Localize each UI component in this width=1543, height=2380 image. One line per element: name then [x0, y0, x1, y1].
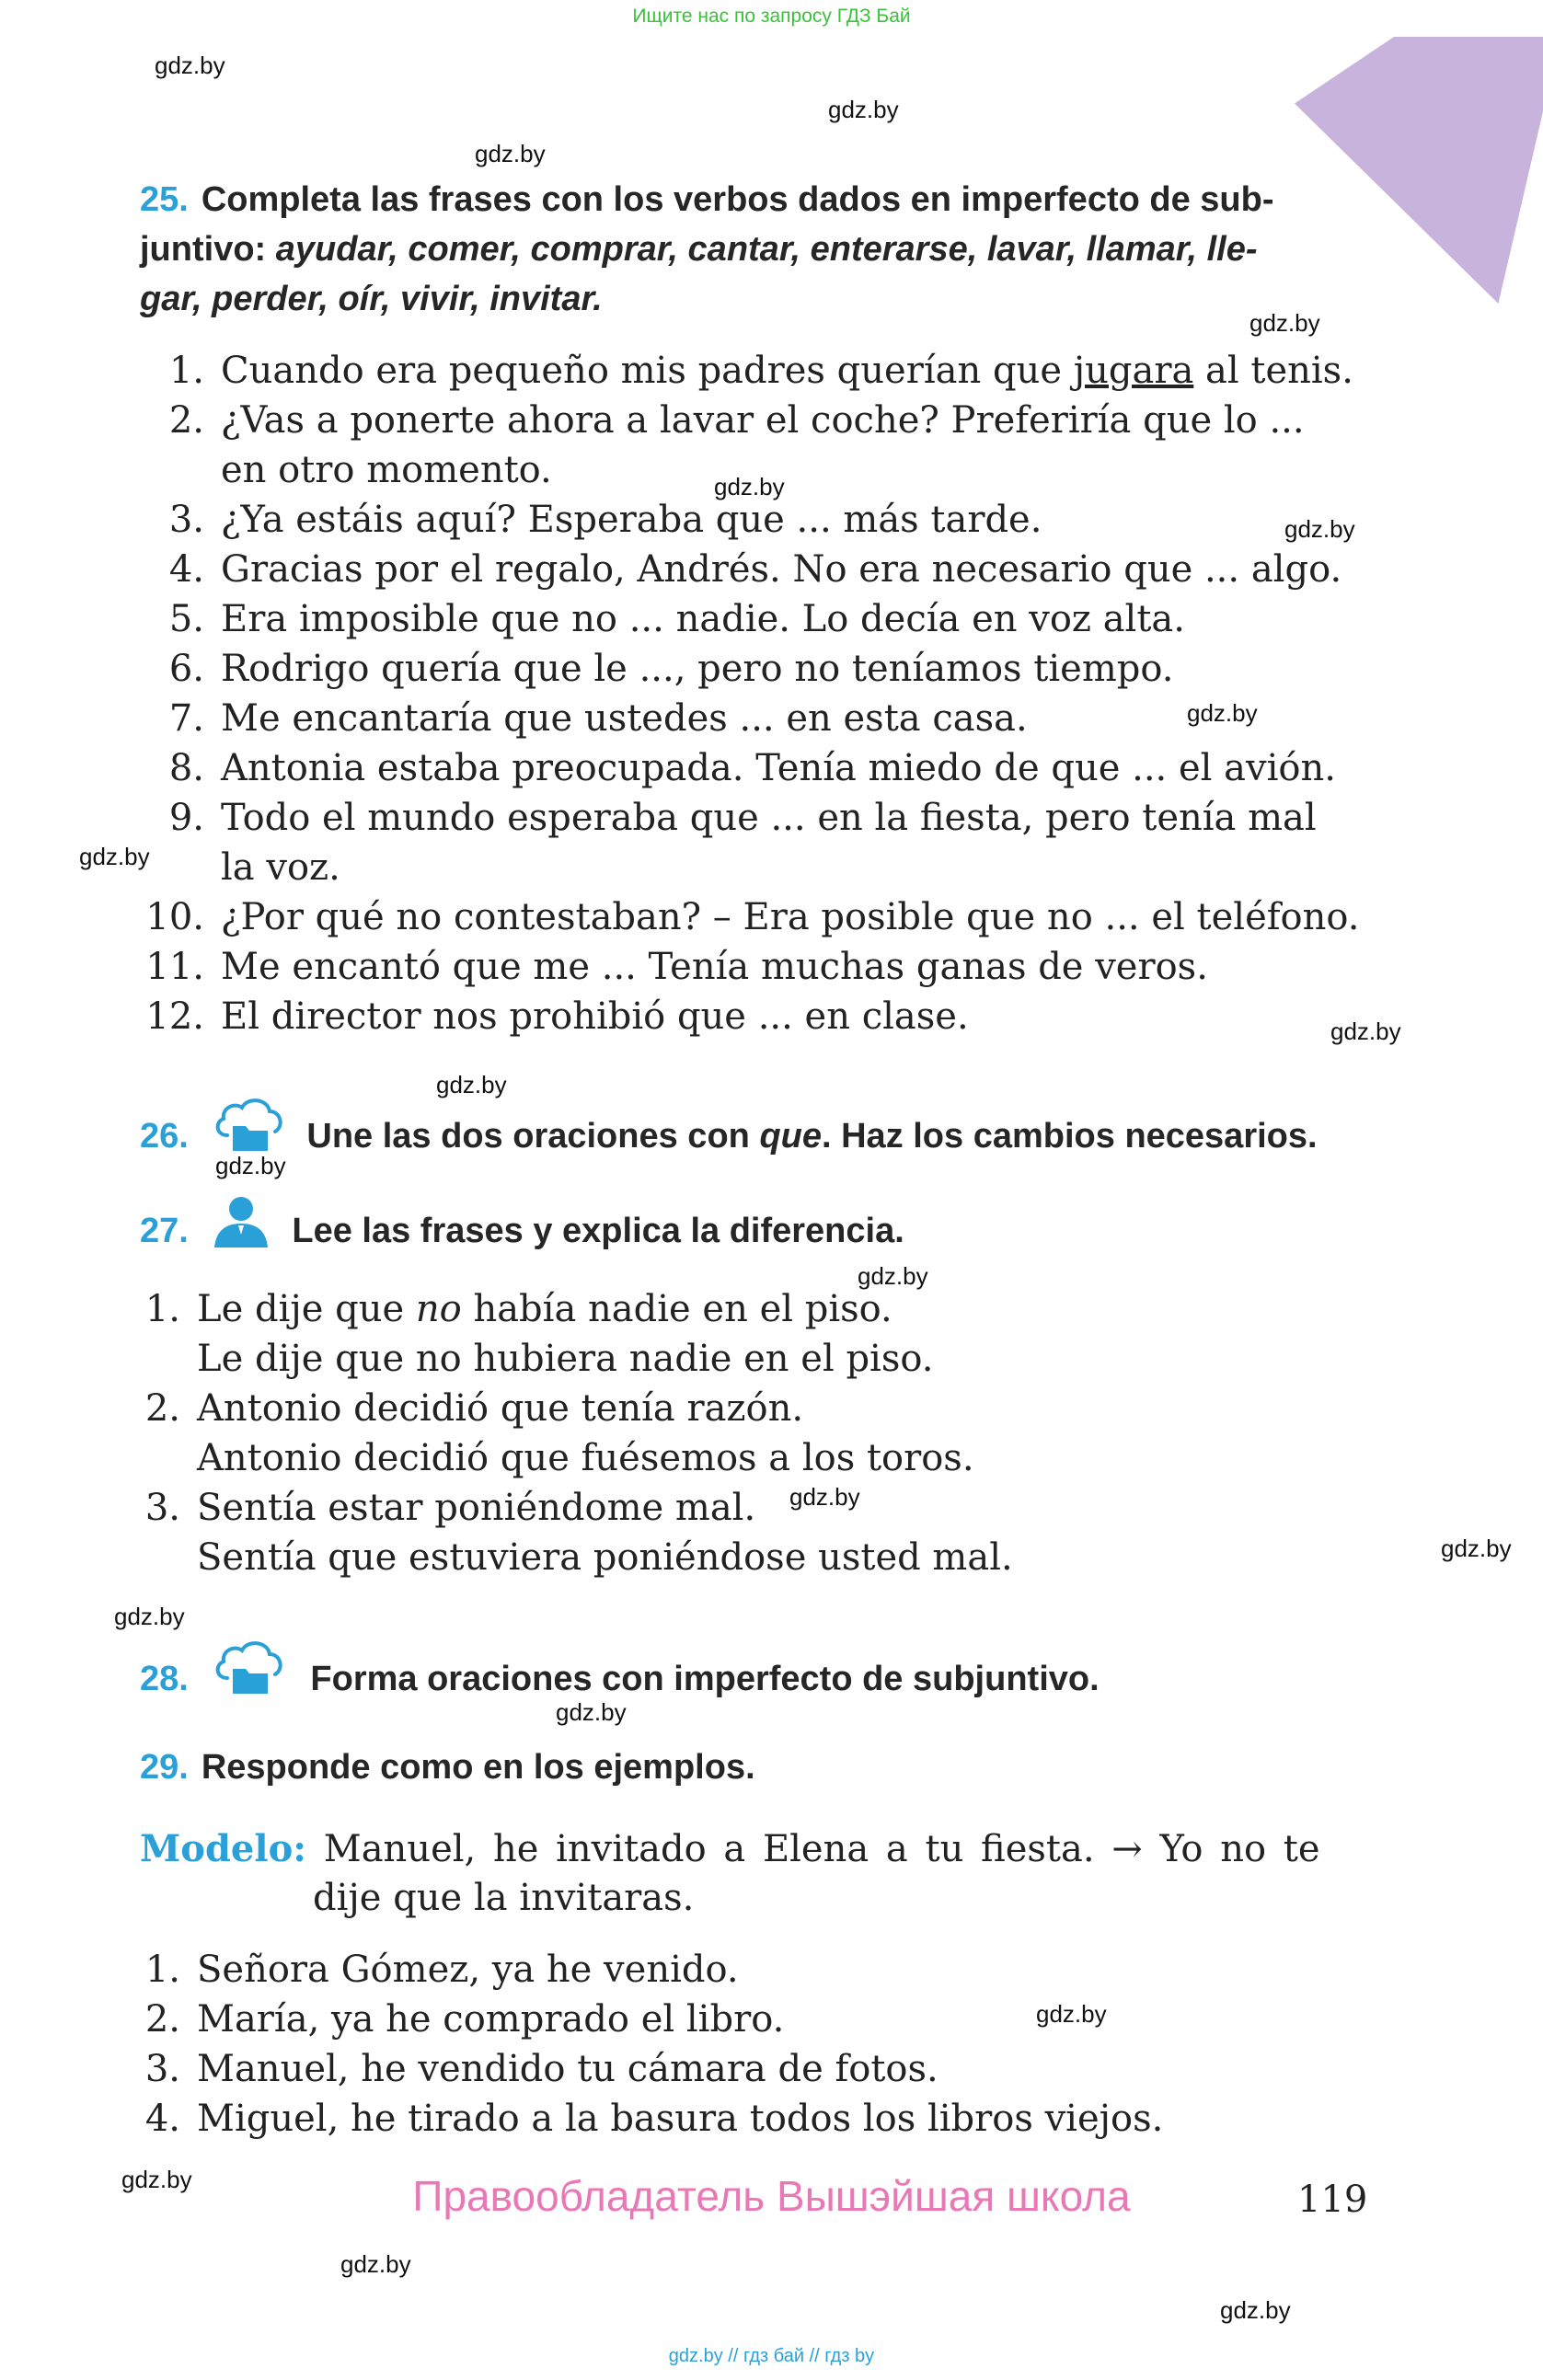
watermark: gdz.by [1284, 515, 1355, 543]
list-item [138, 1338, 933, 1380]
item-number: 1. [144, 1288, 180, 1330]
item-number: 6. [168, 648, 204, 690]
item-text: Antonio decidió que fuésemos a los toros. [197, 1437, 974, 1479]
top-banner[interactable]: Ищите нас по запросу ГДЗ Бай [632, 6, 911, 27]
underlined-answer: jugara [1073, 350, 1194, 392]
list-item [138, 399, 1305, 442]
item-number: 4. [144, 2098, 180, 2140]
exercise-25-verbs: gar, perder, oír, vivir, invitar. [140, 280, 603, 318]
exercise-25-verbs: ayudar, comer, comprar, cantar, enterarse, lavar, llamar, lle- [275, 230, 1258, 269]
exercise-25-title-text: Completa las frases con los verbos dados en imperfecto de sub- [201, 180, 1274, 219]
watermark: gdz.by [475, 140, 546, 167]
list-item [138, 697, 1028, 740]
item-text: Miguel, he tirado a la basura todos los libros viejos. [197, 2098, 1164, 2140]
exercise-27-title [140, 1207, 904, 1259]
list-item [138, 548, 1341, 591]
item-text: ¿Vas a ponerte ahora a lavar el coche? Preferiría que lo ... [221, 399, 1305, 442]
item-text: ¿Ya estáis aquí? Esperaba que ... más tarde. [221, 499, 1042, 541]
list-item [138, 2048, 938, 2090]
item-number: 1. [168, 350, 204, 392]
exercise-26-text: . Haz los cambios necesarios. [822, 1117, 1318, 1156]
watermark: gdz.by [1330, 1018, 1401, 1045]
list-item [138, 1949, 739, 1991]
cloud-folder-icon[interactable] [211, 1638, 288, 1706]
list-item [138, 896, 1359, 938]
exercise-number: 28. [140, 1660, 189, 1699]
modelo-line2 [313, 1877, 694, 1919]
exercise-number: 27. [140, 1212, 189, 1251]
list-item [138, 1437, 974, 1479]
page-number: 119 [1297, 2179, 1368, 2221]
item-number: 9. [168, 797, 204, 839]
item-text: Cuando era pequeño mis padres querían que [221, 350, 1074, 392]
item-text: María, ya he comprado el libro. [197, 1998, 785, 2041]
item-text: Gracias por el regalo, Andrés. No era necesario que ... algo. [221, 548, 1342, 591]
list-item [138, 846, 340, 889]
list-item [138, 2098, 1163, 2140]
modelo-line1 [140, 1827, 1320, 1870]
exercise-number: 26. [140, 1117, 189, 1156]
watermark: gdz.by [858, 1262, 928, 1290]
watermark: gdz.by [1441, 1535, 1512, 1562]
item-number: 2. [168, 399, 204, 442]
list-item [138, 648, 1173, 690]
watermark: gdz.by [79, 843, 150, 870]
corner-decoration [1295, 37, 1543, 304]
item-text: había nadie en el piso. [461, 1288, 892, 1330]
item-number: 1. [144, 1949, 180, 1991]
item-text: Antonio decidió que tenía razón. [197, 1387, 804, 1430]
watermark: gdz.by [789, 1483, 860, 1511]
item-number: 8. [168, 747, 204, 789]
watermark: gdz.by [714, 473, 785, 500]
bottom-links[interactable]: gdz.by // гдз бай // гдз by [668, 2346, 875, 2366]
item-italic: no [415, 1288, 462, 1330]
item-text: la voz. [221, 846, 340, 889]
item-number: 2. [144, 1998, 180, 2041]
item-number: 3. [168, 499, 204, 541]
watermark: gdz.by [436, 1071, 507, 1098]
modelo-label: Modelo: [140, 1827, 307, 1870]
exercise-26-title [140, 1113, 1318, 1163]
watermark: gdz.by [215, 1152, 286, 1179]
exercise-28-title [140, 1656, 1100, 1706]
item-number: 7. [168, 697, 204, 740]
item-text: Sentía que estuviera poniéndose usted mal. [197, 1536, 1013, 1579]
exercise-25-title-prefix: juntivo: [140, 230, 276, 269]
list-item [138, 350, 1353, 392]
watermark: gdz.by [121, 2166, 192, 2193]
list-item [138, 995, 969, 1038]
item-number: 3. [144, 2048, 180, 2090]
exercise-number: 29. [140, 1748, 189, 1787]
exercise-number: 25. [140, 180, 189, 219]
item-number: 11. [145, 946, 204, 988]
exercise-29-text: Responde como en los ejemplos. [201, 1748, 755, 1787]
item-number: 4. [168, 548, 204, 591]
cloud-folder-icon[interactable] [211, 1095, 288, 1163]
item-text: Le dije que no hubiera nadie en el piso. [197, 1338, 934, 1380]
item-text: El director nos prohibió que ... en clase. [221, 995, 969, 1038]
exercise-26-text: Une las dos oraciones con [306, 1117, 760, 1156]
watermark: gdz.by [114, 1603, 185, 1630]
item-text: Manuel, he vendido tu cámara de fotos. [197, 2048, 938, 2090]
exercise-28-text: Forma oraciones con imperfecto de subjuntivo. [310, 1660, 1100, 1699]
list-item [138, 1487, 755, 1529]
item-text: al tenis. [1193, 350, 1353, 392]
list-item [138, 598, 1185, 640]
watermark: gdz.by [1249, 309, 1320, 337]
list-item [138, 1998, 784, 2041]
item-text: en otro momento. [221, 449, 552, 491]
watermark: gdz.by [1187, 699, 1258, 727]
item-text: Señora Gómez, ya he venido. [197, 1949, 739, 1991]
item-text: Le dije que [197, 1288, 416, 1330]
item-number: 10. [145, 896, 204, 938]
watermark: gdz.by [155, 52, 225, 79]
item-text: Antonia estaba preocupada. Tenía miedo de que ... el avión. [221, 747, 1336, 789]
exercise-27-text: Lee las frases y explica la diferencia. [292, 1212, 904, 1251]
item-number: 12. [145, 995, 204, 1038]
exercise-26-italic: que [759, 1117, 822, 1156]
exercise-25-title-line1 [140, 180, 1274, 220]
item-text: Todo el mundo esperaba que ... en la fiesta, pero tenía mal [221, 797, 1317, 839]
item-text: Sentía estar poniéndome mal. [197, 1487, 756, 1529]
item-number: 2. [144, 1387, 180, 1430]
watermark: gdz.by [340, 2250, 411, 2278]
watermark: gdz.by [1220, 2296, 1291, 2324]
item-text: Me encantaría que ustedes ... en esta casa. [221, 697, 1028, 740]
list-item [138, 946, 1208, 988]
person-icon [211, 1194, 271, 1259]
item-text: ¿Por qué no contestaban? – Era posible que no ... el teléfono. [221, 896, 1360, 938]
exercise-29-title [140, 1748, 755, 1788]
item-text: Era imposible que no ... nadie. Lo decía en voz alta. [221, 598, 1185, 640]
exercise-25-title-line2 [140, 230, 1258, 270]
watermark: gdz.by [556, 1698, 627, 1726]
modelo-text: dije que la invitaras. [313, 1877, 695, 1919]
watermark: gdz.by [1036, 2000, 1107, 2028]
list-item [138, 747, 1336, 789]
copyright-footer: Правообладатель Вышэйшая школа [412, 2172, 1131, 2220]
item-text: Rodrigo quería que le ..., pero no teníamos tiempo. [221, 648, 1174, 690]
item-number: 5. [168, 598, 204, 640]
list-item [138, 499, 1042, 541]
list-item [138, 449, 552, 491]
list-item [138, 1387, 803, 1430]
item-number: 3. [144, 1487, 180, 1529]
item-text: Me encantó que me ... Tenía muchas ganas de veros. [221, 946, 1208, 988]
watermark: gdz.by [828, 96, 899, 123]
exercise-25-title-line3 [140, 280, 603, 319]
list-item [138, 1536, 1013, 1579]
list-item [138, 1288, 892, 1330]
modelo-text: Manuel, he invitado a Elena a tu fiesta. → Yo no te [323, 1828, 1320, 1870]
list-item [138, 797, 1317, 839]
